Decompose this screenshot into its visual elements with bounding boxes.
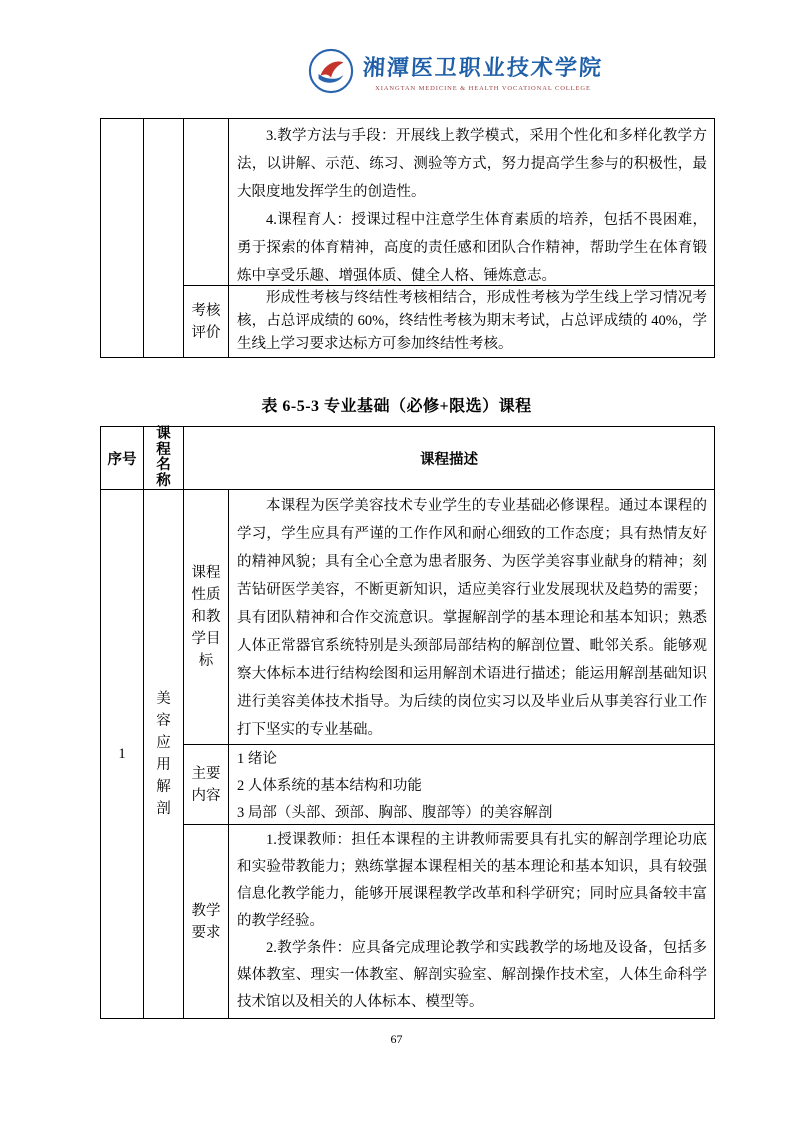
header-description-text: 课程描述 (420, 451, 478, 468)
teaching-methods-row (184, 119, 714, 286)
table-title: 表 6-5-3 专业基础（必修+限选）课程 (261, 398, 532, 415)
content-line-1: 1 绪论 (237, 751, 277, 767)
content-line-2: 2 人体系统的基本结构和功能 (237, 778, 422, 794)
assessment-label-text: 考核评价 (191, 302, 221, 341)
course-table-row (101, 490, 714, 1018)
section-main-content-label-text: 主要内容 (191, 765, 221, 804)
assessment-table (100, 118, 715, 358)
cell-index-text: 1 (118, 745, 126, 762)
college-name-english: XIANGTAN MEDICINE & HEALTH VOCATIONAL COLLEGE (375, 84, 591, 92)
content-line-3: 3 局部（头部、颈部、胸部、腹部等）的美容解剖 (237, 805, 553, 821)
section-requirements-label (184, 825, 229, 1018)
cell-index (101, 490, 144, 1018)
description-column-continued (184, 119, 714, 357)
cell-description (184, 490, 714, 1018)
section-main-content-content (229, 745, 714, 824)
assessment-paragraph: 形成性考核与终结性考核相结合，形成性考核为学生线上学习情况考核，占总评成绩的 60%，终结性考核为期末考试，占总评成绩的 40%，学生线上学习要求达标方可参加终结性考核。 (237, 290, 707, 352)
cell-course-name (144, 490, 184, 1018)
header-index (101, 427, 144, 489)
course-table-header (101, 427, 714, 490)
teaching-methods-paragraph: 3.教学方法与手段：开展线上教学模式，采用个性化和多样化教学方法，以讲解、示范、练习、测验等方式，努力提高学生参与的积极性，最大限度地发挥学生的创造性。 (237, 128, 707, 200)
cell-course-name-text: 美容应用解剖 (156, 691, 171, 817)
college-logo-text (363, 51, 603, 92)
assessment-label (184, 286, 229, 357)
section-objectives-content (229, 490, 714, 744)
section-main-content-label (184, 745, 229, 824)
course-table (100, 426, 715, 1019)
index-column-continued (101, 119, 144, 357)
course-name-column-continued (144, 119, 184, 357)
college-logo (308, 48, 603, 94)
section-objectives-label-text: 课程性质和教学目标 (191, 565, 221, 669)
requirements-paragraph-1: 1.授课教师：担任本课程的主讲教师需要具有扎实的解剖学理论功底和实验带教能力；熟练掌握本课程相关的基本理论和基本知识，具有较强信息化教学能力，能够开展课程教学改革和科学研究；同时应具备较丰富的教学经验。 (237, 832, 707, 929)
college-name: 湘潭医卫职业技术学院 (362, 54, 604, 80)
section-objectives-label (184, 490, 229, 744)
header-index-text: 序号 (107, 451, 137, 468)
row-label-empty (184, 119, 229, 285)
requirements-paragraph-2: 2.教学条件：应具备完成理论教学和实践教学的场地及设备，包括多媒体教室、理实一体教室、解剖实验室、解剖操作技术室，人体生命科学技术馆以及相关的人体标本、模型等。 (237, 940, 707, 1010)
objectives-paragraph: 本课程为医学美容技术专业学生的专业基础必修课程。通过本课程的学习，学生应具有严谨的工作作风和耐心细致的工作态度；具有热情友好的精神风貌；具有全心全意为患者服务、为医学美容事业献身的精神；刻苦钻研医学美容，不断更新知识，适应美容行业发展现状及趋势的需要；具有团队精神和合作交流意识。掌握解剖学的基本理论和基本知识；熟悉人体正常器官系统特别是头颈部局部结构的解剖位置、毗邻关系。能够观察大体标本进行结构绘图和运用解剖术语进行描述；能运用解剖基础知识进行美容美体技术指导。为后续的岗位实习以及毕业后从事美容行业工作打下坚实的专业基础。 (237, 498, 707, 738)
section-main-content (184, 745, 714, 825)
section-requirements (184, 825, 714, 1018)
header-course-name (144, 427, 184, 489)
section-requirements-label-text: 教学要求 (191, 902, 221, 941)
section-requirements-content (229, 825, 714, 1018)
college-emblem-icon (308, 48, 354, 94)
assessment-row (184, 286, 714, 357)
assessment-cell (229, 286, 714, 357)
header-description (184, 427, 714, 489)
section-objectives (184, 490, 714, 745)
course-education-paragraph: 4.课程育人：授课过程中注意学生体育素质的培养，包括不畏困难，勇于探索的体育精神，高度的责任感和团队合作精神，帮助学生在体育锻炼中享受乐趣、增强体质、健全人格、锤炼意志。 (237, 212, 707, 284)
header-course-name-text: 课程名称 (156, 426, 171, 489)
teaching-methods-cell (229, 119, 714, 285)
page-number: 67 (390, 1032, 403, 1046)
